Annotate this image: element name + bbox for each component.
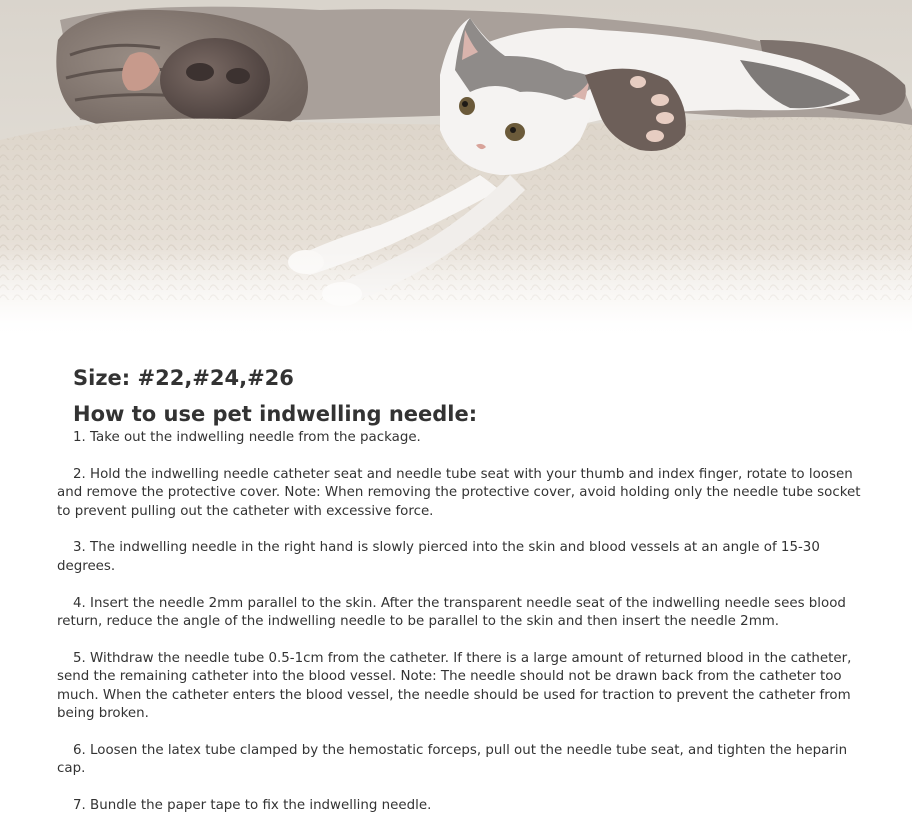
instruction-step-3: 3. The indwelling needle in the right hand is slowly pierced into the skin and blood vessels at an angle of 15-30 degrees. xyxy=(57,540,820,574)
howto-heading: How to use pet indwelling needle: xyxy=(73,402,478,426)
instruction-step-6: 6. Loosen the latex tube clamped by the hemostatic forceps, pull out the needle tube seat, and tighten the heparin cap. xyxy=(57,742,848,777)
instruction-step-2: 2. Hold the indwelling needle catheter seat and needle tube seat with your thumb and index finger, rotate to loosen and remove the protective cover. Note: When removing the protective cover, avoid holding only the needle tube socket to prevent pulling out the catheter with excessive force. xyxy=(57,466,861,519)
hero-photo xyxy=(0,0,912,340)
instruction-step-7: 7. Bundle the paper tape to fix the indwelling needle. xyxy=(73,798,432,814)
size-heading: Size: #22,#24,#26 xyxy=(73,366,294,390)
instruction-list xyxy=(57,429,872,834)
dog-nose xyxy=(160,38,270,122)
instruction-step-4: 4. Insert the needle 2mm parallel to the skin. After the transparent needle seat of the indwelling needle sees blood return, reduce the angle of the indwelling needle to be parallel to the skin and then insert the needle 2mm. xyxy=(57,595,846,630)
instruction-step-1: 1. Take out the indwelling needle from the package. xyxy=(73,430,421,445)
instruction-step-5: 5. Withdraw the needle tube 0.5-1cm from the catheter. If there is a large amount of returned blood in the catheter, send the remaining catheter into the blood vessel. Note: The needle should not be drawn back from the catheter too much. When the catheter enters the blood vessel, the needle should be used for traction to prevent the catheter from being broken. xyxy=(57,650,852,722)
